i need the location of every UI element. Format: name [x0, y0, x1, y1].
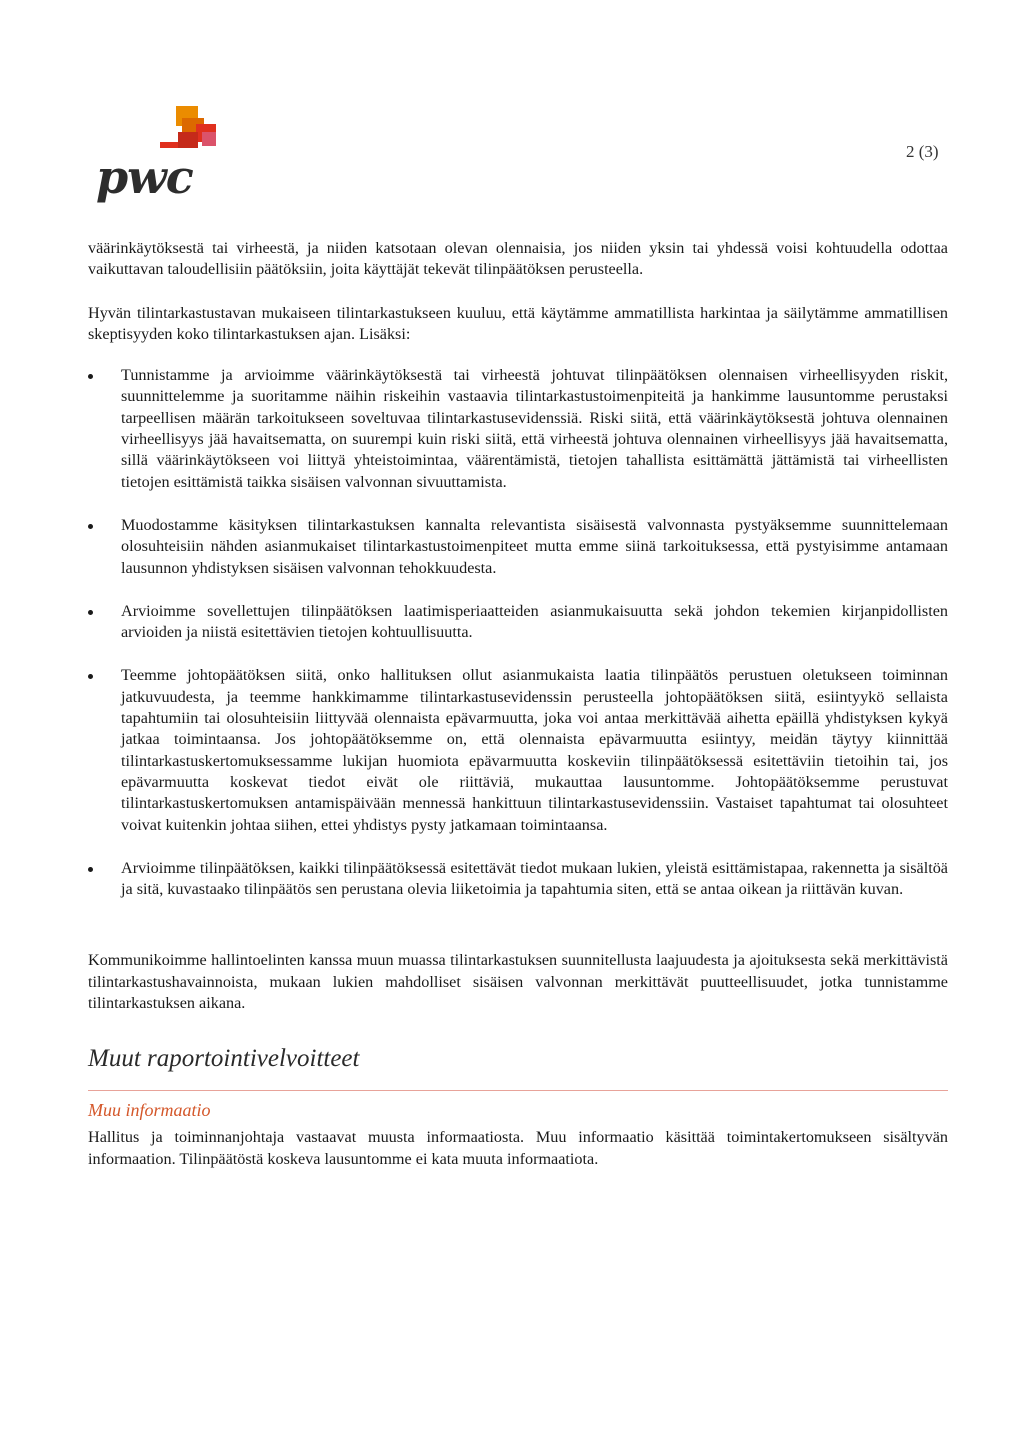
pwc-logo-text: pwc — [96, 150, 193, 204]
section-heading: Muut raportointivelvoitteet — [88, 1045, 360, 1073]
list-item: Muodostamme käsityksen tilintarkastuksen kannalta relevantista sisäisestä valvonnasta pystyäksemme suunnittelemaan olosuhteisiin nähden asianmukaiset tilintarkastustoimenpiteet mutta emme siinä tarkoituksessa, että pystyisimme antamaan lausunnon yhdistyksen sisäisen valvonnan tehokkuudesta. — [88, 515, 948, 579]
list-item: Teemme johtopäätöksen siitä, onko hallituksen ollut asianmukaista laatia tilinpäätös perustuen oletukseen toiminnan jatkuvuudesta, ja teemme hankkimamme tilintarkastusevidenssin perusteella johtopäätöksen siitä, esiintyykö sellaista tapahtumiin tai olosuhteisiin liittyvää olennaista epävarmuutta, joka voi antaa merkittävää aihetta epäillä yhdistyksen kykyä jatkaa toimintaansa. Jos johtopäätöksemme on, että olennaista epävarmuutta esiintyy, meidän täytyy kiinnittää tilintarkastuskertomuksessamme lukijan huomiota epävarmuutta koskeviin tilinpäätöksessä esitettäviin tietoihin tai, jos epävarmuutta koskevat tiedot eivät ole riittäviä, mukauttaa lausuntomme. Johtopäätöksemme perustuvat tilintarkastuskertomuksen antamispäivään mennessä hankittuun tilintarkastusevidenssiin. Vastaiset tapahtumat tai olosuhteet voivat kuitenkin johtaa siihen, ettei yhdistys pysty jatkamaan toimintaansa. — [88, 665, 948, 835]
paragraph-other-information: Hallitus ja toiminnanjohtaja vastaavat muusta informaatiosta. Muu informaatio käsittää toimintakertomukseen sisältyvän informaation. Tilinpäätöstä koskeva lausuntomme ei kata muuta informaatiota. — [88, 1128, 948, 1168]
section-divider — [88, 1090, 948, 1091]
paragraph-communication: Kommunikoimme hallintoelinten kanssa muun muassa tilintarkastuksen suunnitellusta laajuudesta ja ajoituksesta sekä merkittävistä tilintarkastushavainnoista, mukaan lukien mahdolliset sisäisen valvonnan merkittävät puutteellisuudet, jotka tunnistamme tilintarkastuksen aikana. — [88, 951, 948, 1013]
pwc-logo — [96, 104, 226, 204]
section-subheading: Muu informaatio — [88, 1100, 211, 1121]
list-item: Tunnistamme ja arvioimme väärinkäytöksestä tai virheestä johtuvat tilinpäätöksen olennaisen virheellisyyden riskit, suunnittelemme ja suoritamme näihin riskeihin vastaavia tilintarkastustoimenpiteitä ja hankimme lausuntomme perustaksi tarpeellisen määrän tarkoitukseen soveltuvaa tilintarkastusevidenssiä. Riski siitä, että väärinkäytöksestä johtuva olennainen virheellisyys jää havaitsematta, on suurempi kuin riski siitä, että virheestä johtuva olennainen virheellisyys jää havaitsematta, sillä väärinkäytökseen voi liittyä yhteistoimintaa, väärentämistä, tietojen tahallista esittämättä jättämistä tai virheellisten tietojen esittämistä taikka sisäisen valvonnan sivuuttamista. — [88, 365, 948, 493]
paragraph-audit-practice: Hyvän tilintarkastustavan mukaiseen tilintarkastukseen kuuluu, että käytämme ammatillista harkintaa ja säilytämme ammatillisen skeptisyyden koko tilintarkastuksen ajan. Lisäksi: — [88, 303, 948, 343]
paragraph-intro: väärinkäytöksestä tai virheestä, ja niiden katsotaan olevan olennaisia, jos niiden yksin tai yhdessä voisi kohtuudella odottaa vaikuttavan taloudellisiin päätöksiin, joita käyttäjät tekevät tilinpäätöksen perusteella. — [88, 239, 948, 279]
document-body — [88, 238, 948, 1170]
bullet-list — [88, 365, 948, 900]
list-item: Arvioimme sovellettujen tilinpäätöksen laatimisperiaatteiden asianmukaisuutta sekä johdon tekemien kirjanpidollisten arvioiden ja niistä esitettävien tietojen kohtuullisuutta. — [88, 601, 948, 644]
page-number: 2 (3) — [906, 142, 939, 161]
list-item: Arvioimme tilinpäätöksen, kaikki tilinpäätöksessä esitettävät tiedot mukaan lukien, yleistä esittämistapaa, rakennetta ja sisältöä ja sitä, kuvastaako tilinpäätös sen perustana olevia liiketoimia ja tapahtumia siten, että se antaa oikean ja riittävän kuvan. — [88, 858, 948, 901]
